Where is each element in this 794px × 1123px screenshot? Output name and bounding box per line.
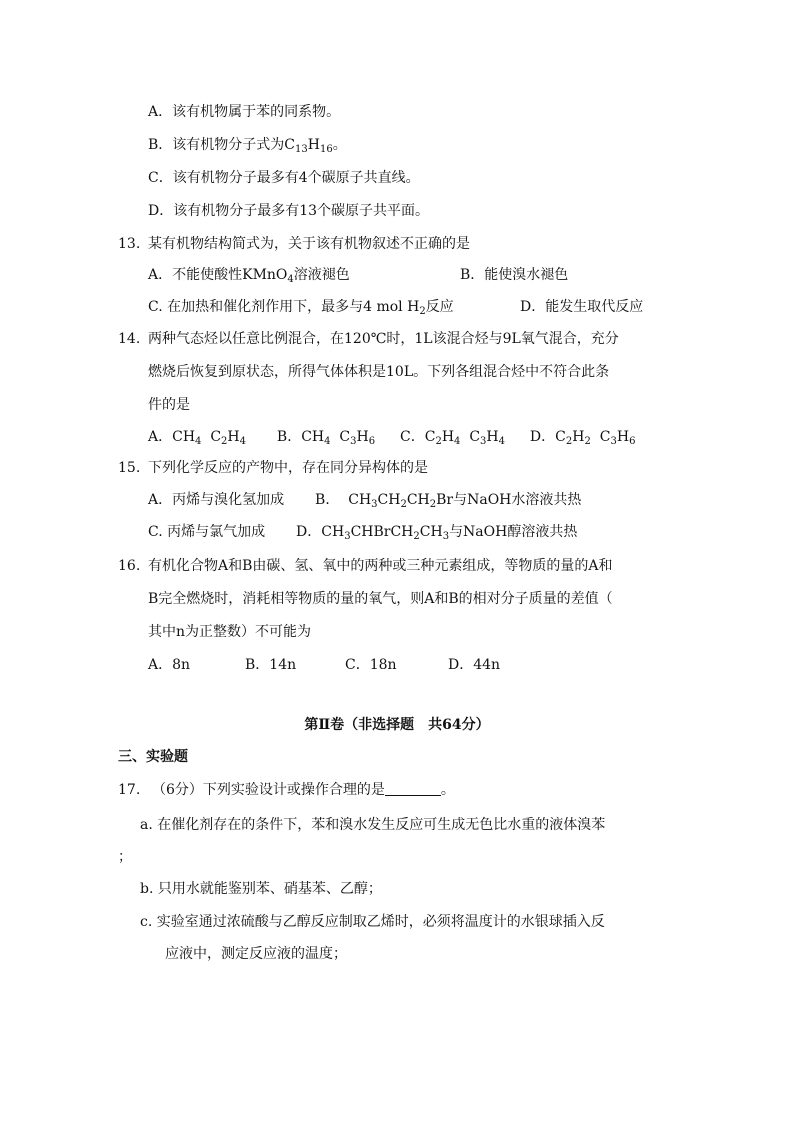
subscript: 6 — [629, 436, 636, 447]
subscript: 3 — [610, 436, 617, 447]
formula-part: CH — [321, 524, 345, 540]
option-text: B．能使溴水褪色 — [460, 267, 569, 283]
subscript: 2 — [400, 499, 407, 510]
option-key: D． — [296, 524, 322, 540]
q16-line3 — [148, 622, 311, 642]
formula-part: C — [339, 429, 351, 445]
q12-option-d — [148, 201, 429, 221]
formula-part: Br — [436, 492, 454, 508]
formula-part: CH — [301, 429, 325, 445]
subscript: 4 — [454, 436, 461, 447]
subscript: 4 — [324, 436, 331, 447]
option-text: 该有机物属于苯的同系物。 — [172, 104, 341, 120]
formula-part: C — [469, 429, 481, 445]
q16-options — [148, 655, 500, 675]
formula-part: H — [616, 429, 630, 445]
option-key: C． — [400, 429, 425, 445]
question-text: （6分）下列实验设计或操作合理的是 — [152, 782, 385, 798]
subscript: 16 — [319, 144, 333, 155]
subscript: 2 — [435, 436, 442, 447]
question-text: 某有机物结构简式为，关于该有机物叙述不正确的是 — [148, 236, 470, 252]
question-text: 有机化合物A和B由碳、氢、氧中的两种或三种元素组成，等物质的量的A和 — [148, 558, 613, 574]
formula-part: CH — [419, 524, 443, 540]
question-number: 16. — [118, 558, 141, 574]
q16-option-d: D．44n — [448, 657, 501, 673]
question-text: 两种气态烃以任意比例混合，在120℃时，1L该混合烃与9L氧气混合，充分 — [148, 331, 619, 347]
q17-stem — [118, 780, 455, 800]
answer-blank[interactable] — [385, 781, 441, 796]
subscript: 3 — [350, 436, 357, 447]
subscript: 2 — [413, 531, 420, 542]
q15-options-cd — [148, 522, 577, 542]
question-number: 15. — [118, 460, 141, 476]
subscript: 3 — [442, 531, 450, 542]
question-text: 。 — [440, 782, 455, 798]
option-key: D． — [148, 203, 174, 219]
subscript: 4 — [239, 436, 247, 447]
q12-option-b — [148, 135, 347, 155]
option-key: A． — [148, 267, 173, 283]
option-text: b. 只用水就能鉴别苯、硝基苯、乙醇； — [140, 881, 382, 897]
option-key: B． — [148, 137, 173, 153]
option-key: A． — [148, 429, 173, 445]
q13-option-b — [460, 265, 568, 285]
option-text: ； — [118, 849, 132, 865]
option-text: 该有机物分子最多有4个碳原子共直线。 — [172, 170, 420, 186]
subscript: 2 — [565, 436, 573, 447]
subscript: 4 — [195, 436, 202, 447]
option-text: 与NaOH水溶液共热 — [453, 492, 582, 508]
q15-stem — [118, 458, 428, 478]
part2-title: 第Ⅱ卷（非选择题 共64分） — [304, 717, 490, 733]
question-text: B完全燃烧时，消耗相等物质的量的氧气，则A和B的相对分子质量的差值（ — [148, 591, 613, 607]
q17-option-c-line2 — [165, 944, 347, 964]
q13-option-d — [520, 297, 643, 317]
subscript: 3 — [371, 499, 378, 510]
q14-line2 — [148, 362, 609, 382]
option-text: a. 在催化剂存在的条件下，苯和溴水发生反应可生成无色比水重的液体溴苯 — [140, 817, 606, 833]
subscript: 3 — [480, 436, 487, 447]
q14-option-a — [148, 429, 246, 445]
subscript: 2 — [221, 436, 228, 447]
option-text: 该有机物分子最多有13个碳原子共平面。 — [173, 203, 430, 219]
option-key: B． — [315, 492, 340, 508]
option-text: 不能使酸性KMnO — [172, 267, 288, 283]
formula-part: CH — [172, 429, 196, 445]
subscript: 6 — [368, 436, 376, 447]
q16-line1 — [118, 556, 613, 576]
subscript: 2 — [584, 436, 591, 447]
q12-option-c — [148, 168, 420, 188]
q16-line2 — [148, 589, 613, 609]
q14-option-d — [530, 429, 636, 445]
section3-title: 三、实验题 — [118, 749, 188, 765]
q14-line1 — [118, 329, 619, 349]
option-text: C. 在加热和催化剂作用下，最多与4 mol H — [148, 299, 420, 315]
formula-part: C — [424, 429, 436, 445]
q14-option-b — [277, 429, 375, 445]
question-text: 下列化学反应的产物中，存在同分异构体的是 — [148, 460, 428, 476]
question-text: 其中n为正整数）不可能为 — [148, 624, 312, 640]
q15-options-ab — [148, 490, 581, 510]
option-key: C． — [148, 170, 173, 186]
question-number: 13. — [118, 236, 141, 252]
q14-option-c — [400, 429, 505, 445]
formula-part: C — [599, 429, 611, 445]
option-text: 该有机物分子式为C — [172, 137, 296, 153]
formula-part: H — [356, 429, 369, 445]
option-key: D． — [529, 429, 556, 445]
subscript: 4 — [498, 436, 506, 447]
formula-part: CH — [406, 492, 430, 508]
question-text: 件的是 — [148, 397, 190, 413]
q15-option-b — [315, 492, 581, 508]
formula-part: CH — [348, 492, 372, 508]
subscript: 13 — [295, 144, 308, 155]
q13-stem — [118, 234, 470, 254]
q17-option-c-line1 — [140, 912, 605, 932]
formula-part: CH — [377, 492, 401, 508]
subscript: 2 — [429, 499, 437, 510]
formula-part: C — [555, 429, 566, 445]
option-text: c. 实验室通过浓硫酸与乙醇反应制取乙烯时，必须将温度计的水银球插入反 — [140, 914, 605, 930]
q16-option-c: C．18n — [345, 657, 397, 673]
q17-option-a — [140, 815, 605, 835]
option-key: A． — [148, 104, 173, 120]
q15-option-c: C. 丙烯与氯气加成 — [148, 524, 266, 540]
q16-option-b: B．14n — [245, 657, 297, 673]
q14-options — [148, 427, 635, 447]
q17-option-b — [140, 879, 382, 899]
q13-option-c — [148, 297, 454, 317]
formula-part: H — [486, 429, 499, 445]
option-text: D．能发生取代反应 — [520, 299, 644, 315]
formula-part: H — [572, 429, 585, 445]
question-text: 燃烧后恢复到原状态，所得气体体积是10L。下列各组混合烃中不符合此条 — [148, 364, 610, 380]
q12-option-a — [148, 102, 340, 122]
formula-part: C — [210, 429, 222, 445]
subscript: 3 — [344, 531, 351, 542]
q15-option-d — [296, 524, 577, 540]
q17-option-a-cont — [118, 847, 132, 867]
option-text: 。 — [332, 137, 347, 153]
option-text: 溶液褪色 — [293, 267, 350, 283]
q14-line3 — [148, 395, 190, 415]
formula-part: CHBrCH — [350, 524, 414, 540]
formula-part: H — [441, 429, 455, 445]
question-number: 17. — [118, 782, 141, 798]
q13-option-a — [148, 265, 350, 285]
option-key: B． — [276, 429, 302, 445]
subscript: 4 — [287, 274, 294, 285]
option-text: 应液中，测定反应液的温度； — [165, 946, 347, 962]
q15-option-a: A．丙烯与溴化氢加成 — [148, 492, 285, 508]
question-number: 14. — [118, 331, 141, 347]
subscript: 2 — [419, 306, 426, 317]
option-text: 反应 — [425, 299, 454, 315]
formula-part: H — [227, 429, 240, 445]
option-text: H — [307, 137, 320, 153]
q16-option-a: A．8n — [148, 657, 191, 673]
option-text: 与NaOH醇溶液共热 — [449, 524, 578, 540]
